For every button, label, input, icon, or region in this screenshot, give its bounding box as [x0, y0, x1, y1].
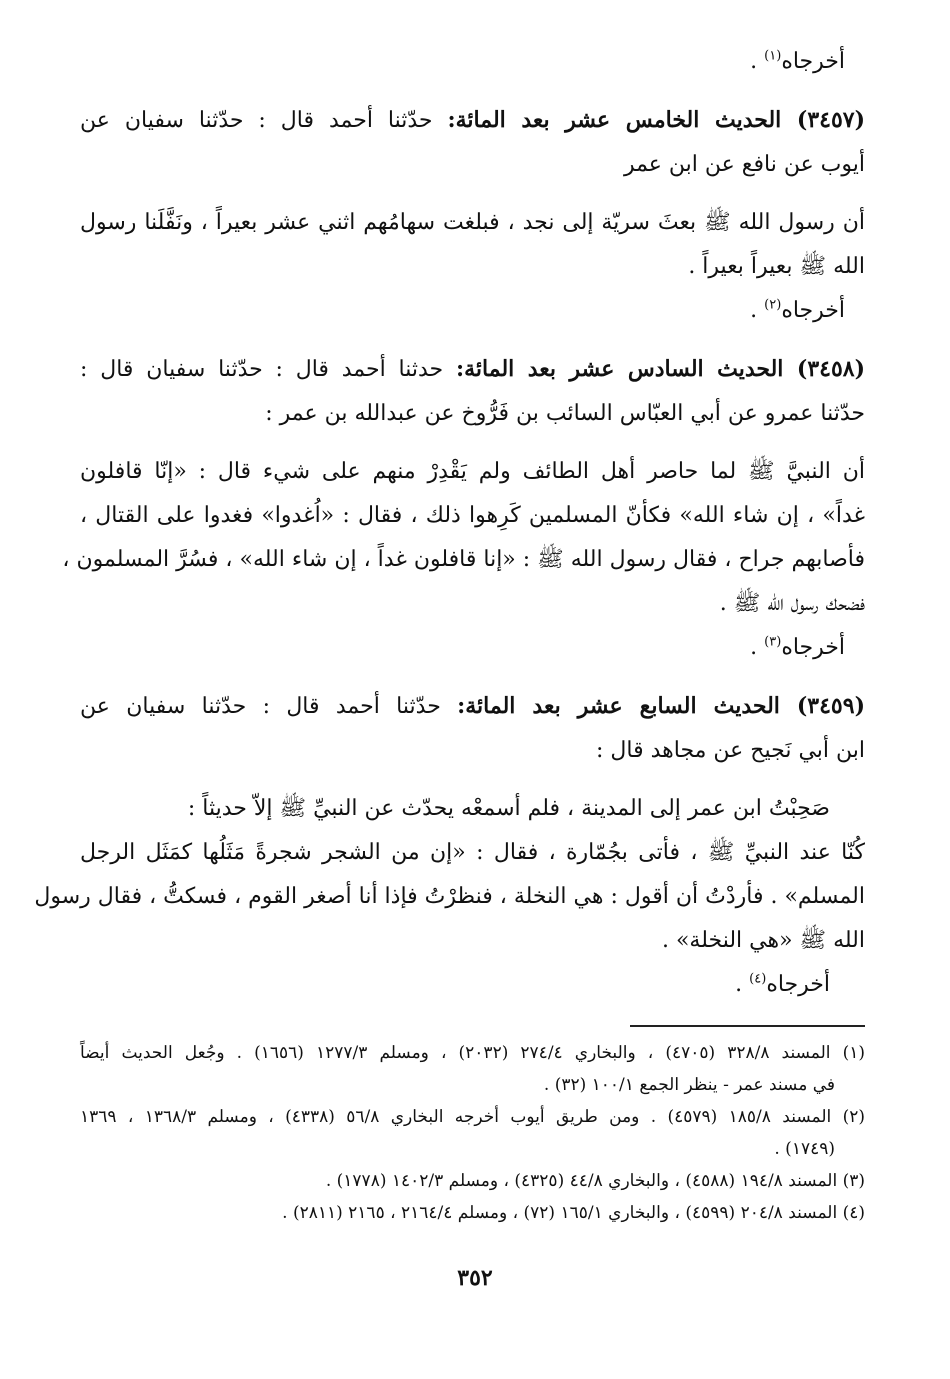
hadith-3457-heading: (٣٤٥٧) الحديث الخامس عشر بعد المائة: حدّثنا أحمد قال : حدّثنا سفيان عن [80, 107, 866, 133]
hadith-3457-text: أن رسول الله ﷺ بعثَ سريّة إلى نجد ، فبلغت سهامُهم اثني عشر بعيراً ، ونَفَّلَنا رسول [80, 210, 865, 235]
takhrij-line-4: أخرجاه$^{(٤)}$ . [735, 971, 830, 997]
hadith-3458-heading: (٣٤٥٨) الحديث السادس عشر بعد المائة: حدثنا أحمد قال : حدّثنا سفيان قال : [80, 356, 865, 382]
footnote-ref-3: (٣) [764, 634, 782, 650]
hadith-3458-title: (٣٤٥٨) الحديث السادس عشر بعد المائة: [455, 356, 865, 382]
footnote-1: (١) المسند ٣٢٨/٨ (٤٧٠٥) ، والبخاري ٢٧٤/٤ (٢٠٣٢) ، ومسلم ١٢٧٧/٣ (١٦٥٦) . وجُعل الحديث أيضاً [80, 1043, 865, 1063]
takhrij-line-1: أخرجاه$^{(١)}$ . [750, 48, 845, 74]
footnote-1-cont: في مسند عمر - ينظر الجمع ١٠٠/١ (٣٢) . [543, 1075, 835, 1095]
footnote-4: (٤) المسند ٢٠٤/٨ (٤٥٩٩) ، والبخاري ١٦٥/١ (٧٢) ، ومسلم ٢١٦٤/٤ ، ٢١٦٥ (٢٨١١) . [282, 1203, 865, 1223]
hadith-3459-title: (٣٤٥٩) الحديث السابع عشر بعد المائة: [457, 693, 865, 719]
footnote-2: (٢) المسند ١٨٥/٨ (٤٥٧٩) . ومن طريق أيوب أخرجه البخاري ٥٦/٨ (٤٣٣٨) ، ومسلم ١٣٦٨/٣ ، ١٣٦٩ [80, 1107, 865, 1127]
hadith-3457-title: (٣٤٥٧) الحديث الخامس عشر بعد المائة: [447, 107, 866, 133]
footnote-ref-2: (٢) [764, 297, 782, 313]
hadith-3457-text-end: الله ﷺ بعيراً بعيراً . [688, 254, 865, 279]
hadith-3457-isnad: أيوب عن نافع عن ابن عمر [623, 152, 865, 177]
hadith-3458-text-end: فضحك رسول الله ﷺ . [719, 591, 865, 616]
footnote-ref-1: (١) [764, 48, 782, 64]
hadith-3459-text: كُنّا عند النبيِّ ﷺ ، فأتى بجُمّارة ، فقال : «إن من الشجر شجرةً مَثَلُها كمَثَل الرجل [80, 840, 865, 865]
hadith-3458-text: أن النبيَّ ﷺ لما حاصر أهل الطائف ولم يَقْدِرْ منهم على شيء قال : «إنّا قافلون [80, 459, 865, 484]
footnote-3: (٣) المسند ١٩٤/٨ (٤٥٨٨) ، والبخاري ٤٤/٨ (٤٣٢٥) ، ومسلم ١٤٠٢/٣ (١٧٧٨) . [325, 1171, 865, 1191]
page-number: ٣٥٢ [457, 1265, 493, 1291]
hadith-3459-heading: (٣٤٥٩) الحديث السابع عشر بعد المائة: حدّثنا أحمد قال : حدّثنا سفيان عن [80, 693, 865, 719]
takhrij-line-3: أخرجاه$^{(٣)}$ . [750, 634, 845, 660]
hadith-3459-intro: صَحِبْتُ ابن عمر إلى المدينة ، فلم أسمعْه يحدّث عن النبيِّ ﷺ إلاّ حديثاً : [187, 796, 830, 821]
hadith-3459-isnad: ابن أبي نَجيح عن مجاهد قال : [595, 738, 865, 763]
footnote-divider [630, 1025, 865, 1027]
hadith-3458-text-3: فأصابهم جراح ، فقال رسول الله ﷺ : «إنا قافلون غداً ، إن شاء الله» ، فسُرَّ المسلمون ، [62, 547, 865, 572]
footnote-2-cont: (١٧٤٩) . [774, 1139, 835, 1159]
takhrij-line-2: أخرجاه$^{(٢)}$ . [750, 297, 845, 323]
hadith-3458-isnad: حدّثنا عمرو عن أبي العبّاس السائب بن فَرُّوخ عن عبدالله بن عمر : [265, 401, 865, 426]
hadith-3459-text-end: الله ﷺ «هي النخلة» . [661, 928, 865, 953]
footnote-ref-4: (٤) [749, 971, 767, 987]
hadith-3458-text-2: غداً» ، إن شاء الله» فكأنّ المسلمين كَرِهوا ذلك ، فقال : «اُغدوا» فغدوا على القتال ، [80, 503, 865, 528]
hadith-3459-text-2: المسلم» . فأردْتُ أن أقول : هي النخلة ، فنظرْتُ فإذا أنا أصغر القوم ، فسكتُّ ، فقال رسول [34, 884, 865, 909]
